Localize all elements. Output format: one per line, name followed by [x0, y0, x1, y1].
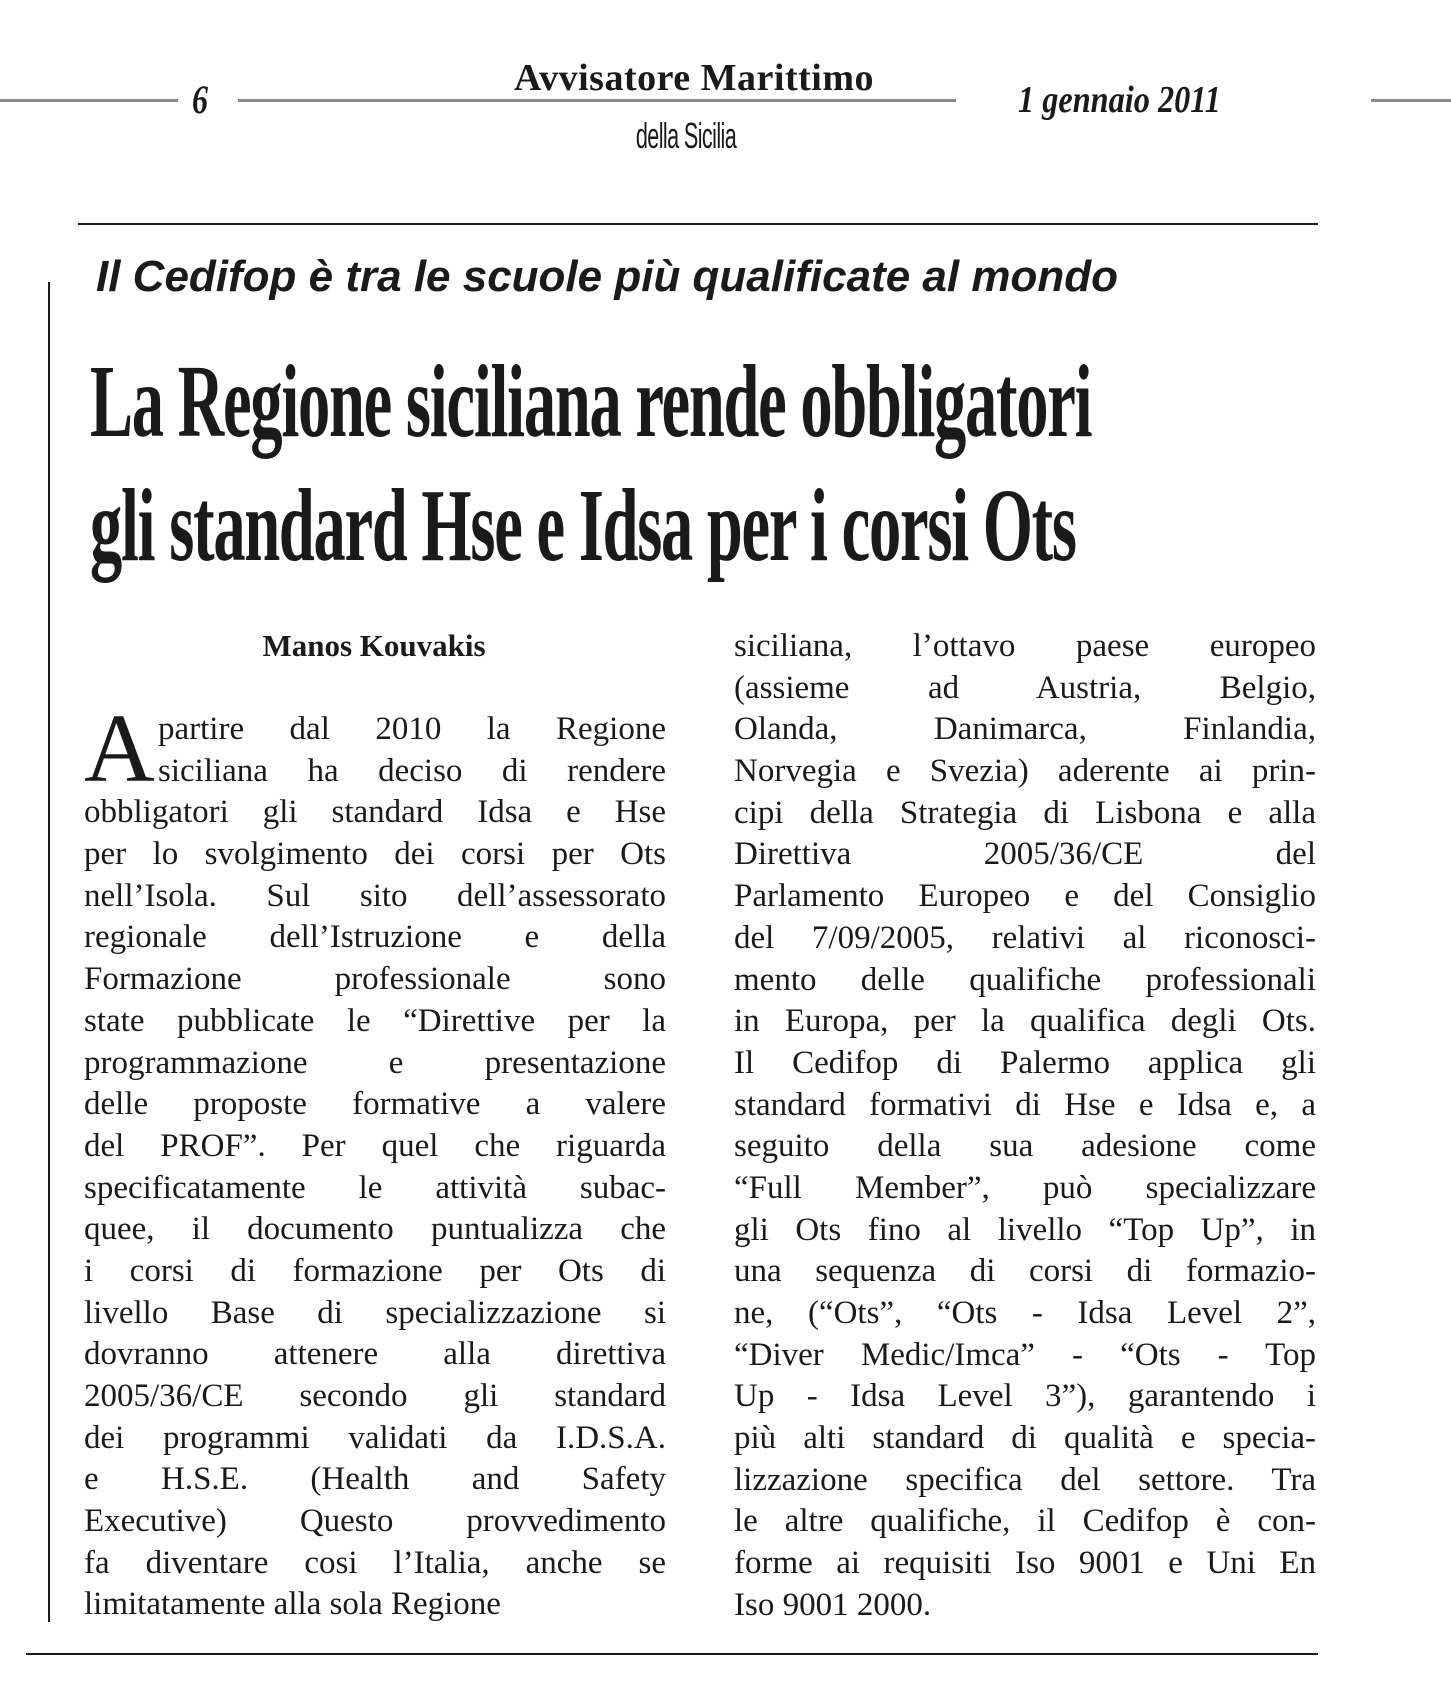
- text-line: Formazione professionale sono: [84, 961, 666, 998]
- text-line: del 7/09/2005, relativi al riconosci-: [734, 919, 1316, 956]
- article-top-rule: [78, 223, 1318, 225]
- text-line: regionale dell’Istruzione e della: [84, 919, 666, 956]
- text-line: seguito della sua adesione come: [734, 1128, 1316, 1165]
- masthead-rule-right: [1371, 99, 1451, 102]
- text-line: obbligatori gli standard Idsa e Hse: [84, 794, 666, 831]
- page-number: 6: [192, 77, 208, 122]
- text-line: Olanda, Danimarca, Finlandia,: [734, 711, 1316, 748]
- text-line: Up - Idsa Level 3”), garantendo i: [734, 1378, 1316, 1415]
- text-line: limitatamente alla sola Regione: [84, 1586, 501, 1623]
- text-line: cipi della Strategia di Lisbona e alla: [734, 794, 1316, 831]
- text-line: ne, (“Ots”, “Ots - Idsa Level 2”,: [734, 1295, 1316, 1331]
- text-line: Il Cedifop di Palermo applica gli: [734, 1044, 1316, 1081]
- text-line: Norvegia e Svezia) aderente ai prin-: [734, 753, 1316, 790]
- article-kicker: Il Cedifop è tra le scuole più qualificate al mondo: [96, 252, 1118, 301]
- issue-date: 1 gennaio 2011: [1018, 79, 1221, 121]
- text-line: (assieme ad Austria, Belgio,: [734, 669, 1316, 706]
- article-left-rule: [48, 282, 50, 1622]
- drop-cap: A: [84, 695, 155, 803]
- text-line: siciliana, l’ottavo paese europeo: [734, 628, 1316, 664]
- article-headline: [90, 340, 1320, 588]
- text-line: state pubblicate le “Direttive per la: [84, 1002, 666, 1039]
- text-line: livello Base di specializzazione si: [84, 1294, 666, 1331]
- text-line: “Full Member”, può specializzare: [734, 1169, 1316, 1206]
- text-line: nell’Isola. Sul sito dell’assessorato: [84, 877, 666, 914]
- text-line: dei programmi validati da I.D.S.A.: [84, 1419, 666, 1456]
- text-line: delle proposte formative a valere: [84, 1086, 666, 1123]
- text-line: le altre qualifiche, il Cedifop è con-: [734, 1503, 1316, 1540]
- text-line: quee, il documento puntualizza che: [84, 1211, 666, 1248]
- text-line: programmazione e presentazione: [84, 1044, 666, 1081]
- text-line: in Europa, per la qualifica degli Ots.: [734, 1003, 1316, 1040]
- newspaper-title: Avvisatore Marittimo: [448, 58, 940, 98]
- text-line: per lo svolgimento dei corsi per Ots: [84, 836, 666, 873]
- text-line: dovranno attenere alla direttiva: [84, 1336, 666, 1373]
- text-line: una sequenza di corsi di formazio-: [734, 1253, 1316, 1290]
- text-line: più alti standard di qualità e specia-: [734, 1420, 1316, 1457]
- article-column-right: [734, 626, 1316, 1627]
- headline-line: gli standard Hse e Idsa per i corsi Ots: [90, 468, 1076, 583]
- text-line: Parlamento Europeo e del Consiglio: [734, 878, 1316, 915]
- text-line: siciliana ha deciso di rendere: [158, 752, 666, 789]
- text-line: del PROF”. Per quel che riguarda: [84, 1127, 666, 1164]
- text-line: e H.S.E. (Health and Safety: [84, 1461, 666, 1498]
- text-line: “Diver Medic/Imca” - “Ots - Top: [734, 1336, 1316, 1373]
- text-line: standard formativi di Hse e Idsa e, a: [734, 1086, 1316, 1123]
- article-column-left: [84, 695, 666, 1626]
- headline-line: La Regione siciliana rende obbligatori: [90, 344, 1092, 459]
- masthead-rule-title: [238, 99, 956, 102]
- text-line: fa diventare cosi l’Italia, anche se: [84, 1544, 666, 1581]
- text-line: partire dal 2010 la Regione: [158, 711, 666, 747]
- text-line: Iso 9001 2000.: [734, 1586, 932, 1623]
- text-line: i corsi di formazione per Ots di: [84, 1252, 666, 1289]
- text-line: forme ai requisiti Iso 9001 e Uni En: [734, 1545, 1316, 1582]
- newspaper-subtitle: della Sicilia: [635, 115, 737, 156]
- text-line: gli Ots fino al livello “Top Up”, in: [734, 1211, 1316, 1248]
- article-bottom-rule: [26, 1653, 1318, 1655]
- article-byline: Manos Kouvakis: [262, 628, 486, 663]
- text-line: lizzazione specifica del settore. Tra: [734, 1461, 1316, 1498]
- text-line: Executive) Questo provvedimento: [84, 1503, 666, 1540]
- text-line: mento delle qualifiche professionali: [734, 961, 1316, 998]
- text-line: Direttiva 2005/36/CE del: [734, 836, 1316, 873]
- masthead-rule-left: [0, 99, 178, 102]
- text-line: specificatamente le attività subac-: [84, 1169, 666, 1206]
- text-line: 2005/36/CE secondo gli standard: [84, 1378, 666, 1414]
